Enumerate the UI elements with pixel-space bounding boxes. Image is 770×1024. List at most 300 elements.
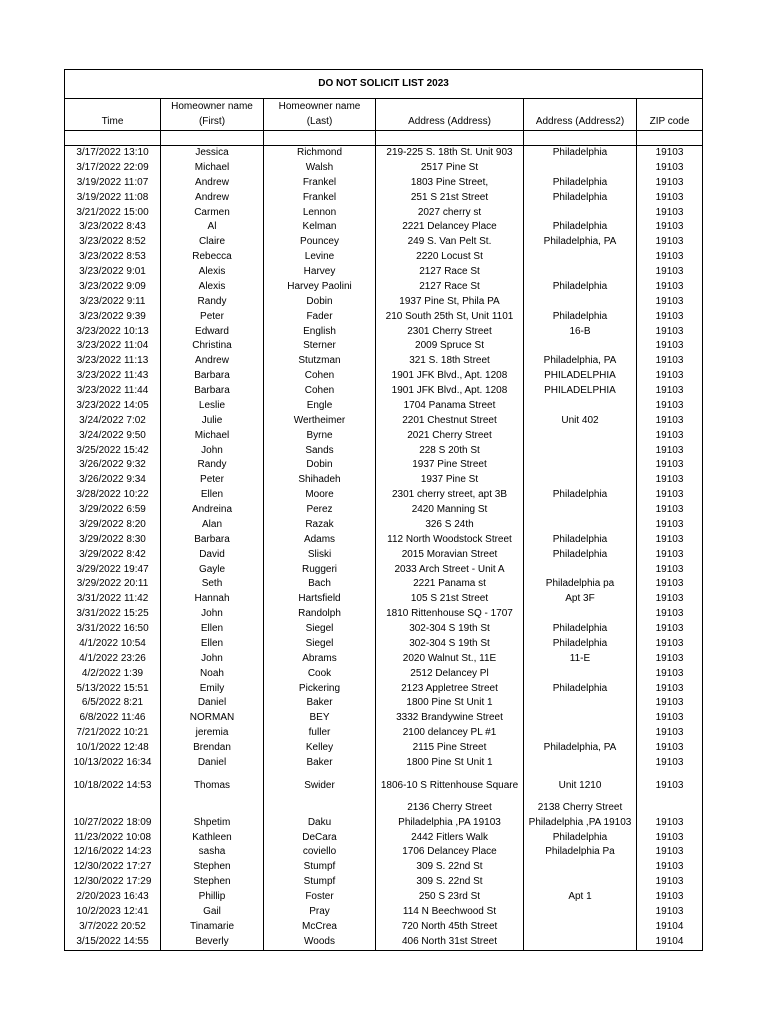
- time-cell: 3/23/2022 8:52: [65, 235, 161, 250]
- zip-cell: 19103: [637, 682, 703, 697]
- zip-cell: 19103: [637, 533, 703, 548]
- address-cell: 2020 Walnut St., 11E: [376, 652, 524, 667]
- spacer-row: [65, 131, 703, 146]
- table-row: [65, 176, 703, 191]
- last-name-cell: Swider: [264, 771, 376, 801]
- zip-cell: 19103: [637, 429, 703, 444]
- zip-cell: 19103: [637, 146, 703, 161]
- time-cell: 3/23/2022 9:01: [65, 265, 161, 280]
- last-name-cell: Richmond: [264, 146, 376, 161]
- time-cell: 3/23/2022 11:44: [65, 384, 161, 399]
- last-name-cell: Siegel: [264, 622, 376, 637]
- zip-cell: 19103: [637, 577, 703, 592]
- first-name-cell: Thomas: [161, 771, 264, 801]
- last-name-cell: Abrams: [264, 652, 376, 667]
- time-cell: 3/31/2022 15:25: [65, 607, 161, 622]
- last-name-cell: Cohen: [264, 369, 376, 384]
- header-row: [65, 99, 703, 131]
- table-row: [65, 325, 703, 340]
- last-name-cell: Ruggeri: [264, 563, 376, 578]
- zip-cell: 19103: [637, 637, 703, 652]
- table-row: [65, 384, 703, 399]
- first-name-cell: Emily: [161, 682, 264, 697]
- address2-cell: Philadelphia, PA: [524, 741, 637, 756]
- table-row: [65, 339, 703, 354]
- last-name-cell: Randolph: [264, 607, 376, 622]
- first-name-cell: Stephen: [161, 875, 264, 890]
- table-row: [65, 295, 703, 310]
- address2-cell: PHILADELPHIA: [524, 384, 637, 399]
- address2-cell: Philadelphia Pa: [524, 845, 637, 860]
- last-name-cell: Woods: [264, 935, 376, 950]
- zip-cell: 19103: [637, 548, 703, 563]
- address-cell: 2127 Race St: [376, 280, 524, 295]
- time-cell: 3/25/2022 15:42: [65, 444, 161, 459]
- time-cell: 3/19/2022 11:07: [65, 176, 161, 191]
- zip-cell: 19103: [637, 503, 703, 518]
- address-cell: 2033 Arch Street - Unit A: [376, 563, 524, 578]
- address2-cell: Unit 402: [524, 414, 637, 429]
- zip-cell: 19103: [637, 250, 703, 265]
- zip-cell: 19103: [637, 369, 703, 384]
- time-cell: 4/1/2022 23:26: [65, 652, 161, 667]
- address2-cell: 11-E: [524, 652, 637, 667]
- address2-cell: Philadelphia, PA: [524, 354, 637, 369]
- last-name-cell: McCrea: [264, 920, 376, 935]
- address2-cell: 16-B: [524, 325, 637, 340]
- last-name-cell: English: [264, 325, 376, 340]
- zip-cell: 19103: [637, 667, 703, 682]
- table-row: [65, 310, 703, 325]
- first-name-cell: Christina: [161, 339, 264, 354]
- zip-cell: 19103: [637, 875, 703, 890]
- table-row: [65, 369, 703, 384]
- zip-cell: 19103: [637, 473, 703, 488]
- first-name-cell: Barbara: [161, 384, 264, 399]
- last-name-cell: Lennon: [264, 206, 376, 221]
- first-name-cell: Andreina: [161, 503, 264, 518]
- last-name-cell: Stumpf: [264, 875, 376, 890]
- time-cell: 11/23/2022 10:08: [65, 831, 161, 846]
- table-row: [65, 250, 703, 265]
- last-name-cell: Dobin: [264, 295, 376, 310]
- address-cell: 1803 Pine Street,: [376, 176, 524, 191]
- address2-cell: [524, 756, 637, 771]
- last-name-cell: Wertheimer: [264, 414, 376, 429]
- last-name-cell: coviello: [264, 845, 376, 860]
- last-name-cell: Perez: [264, 503, 376, 518]
- time-cell: 3/15/2022 14:55: [65, 935, 161, 950]
- time-cell: 3/23/2022 9:09: [65, 280, 161, 295]
- column-header: Address (Address): [376, 99, 524, 131]
- first-name-cell: Daniel: [161, 756, 264, 771]
- time-cell: 3/19/2022 11:08: [65, 191, 161, 206]
- first-name-cell: John: [161, 652, 264, 667]
- last-name-cell: Shihadeh: [264, 473, 376, 488]
- zip-cell: 19103: [637, 696, 703, 711]
- zip-cell: 19103: [637, 816, 703, 831]
- time-cell: 3/23/2022 11:13: [65, 354, 161, 369]
- first-name-cell: Noah: [161, 667, 264, 682]
- time-cell: 3/29/2022 8:20: [65, 518, 161, 533]
- time-cell: 10/27/2022 18:09: [65, 816, 161, 831]
- time-cell: 3/31/2022 11:42: [65, 592, 161, 607]
- zip-cell: 19103: [637, 607, 703, 622]
- time-cell: 3/26/2022 9:32: [65, 458, 161, 473]
- table-row: [65, 592, 703, 607]
- time-cell: 10/2/2023 12:41: [65, 905, 161, 920]
- first-name-cell: Alexis: [161, 280, 264, 295]
- last-name-cell: Daku: [264, 816, 376, 831]
- time-cell: 4/2/2022 1:39: [65, 667, 161, 682]
- time-cell: 3/29/2022 8:42: [65, 548, 161, 563]
- address2-cell: Philadelphia, PA: [524, 235, 637, 250]
- table-row: [65, 235, 703, 250]
- first-name-cell: Andrew: [161, 354, 264, 369]
- first-name-cell: Alan: [161, 518, 264, 533]
- time-cell: 3/17/2022 22:09: [65, 161, 161, 176]
- first-name-cell: Alexis: [161, 265, 264, 280]
- time-cell: 12/16/2022 14:23: [65, 845, 161, 860]
- table-row: [65, 146, 703, 161]
- address-cell: 2127 Race St: [376, 265, 524, 280]
- time-cell: 3/23/2022 9:39: [65, 310, 161, 325]
- empty-cell: [376, 131, 524, 146]
- address2-cell: [524, 161, 637, 176]
- table-row: [65, 191, 703, 206]
- table-row: [65, 607, 703, 622]
- table-row: [65, 280, 703, 295]
- column-header: Homeowner name (Last): [264, 99, 376, 131]
- last-name-cell: Bach: [264, 577, 376, 592]
- address-cell: 2442 Fitlers Walk: [376, 831, 524, 846]
- address-cell: 309 S. 22nd St: [376, 875, 524, 890]
- last-name-cell: Moore: [264, 488, 376, 503]
- zip-cell: 19103: [637, 220, 703, 235]
- time-cell: 3/29/2022 19:47: [65, 563, 161, 578]
- last-name-cell: Frankel: [264, 176, 376, 191]
- address-cell: 1706 Delancey Place: [376, 845, 524, 860]
- last-name-cell: Walsh: [264, 161, 376, 176]
- zip-cell: 19103: [637, 711, 703, 726]
- address-cell: 2015 Moravian Street: [376, 548, 524, 563]
- address-cell: 2100 delancey PL #1: [376, 726, 524, 741]
- address-cell: 309 S. 22nd St: [376, 860, 524, 875]
- last-name-cell: Byrne: [264, 429, 376, 444]
- last-name-cell: Fader: [264, 310, 376, 325]
- time-cell: 7/21/2022 10:21: [65, 726, 161, 741]
- time-cell: 10/13/2022 16:34: [65, 756, 161, 771]
- zip-cell: 19103: [637, 831, 703, 846]
- table-row: [65, 711, 703, 726]
- address2-cell: [524, 444, 637, 459]
- last-name-cell: Harvey: [264, 265, 376, 280]
- address2-cell: [524, 563, 637, 578]
- last-name-cell: Pickering: [264, 682, 376, 697]
- address-cell: 1704 Panama Street: [376, 399, 524, 414]
- address-cell: 112 North Woodstock Street: [376, 533, 524, 548]
- time-cell: 3/23/2022 8:43: [65, 220, 161, 235]
- table-row: [65, 756, 703, 771]
- address2-cell: [524, 711, 637, 726]
- empty-cell: [161, 131, 264, 146]
- last-name-cell: Engle: [264, 399, 376, 414]
- last-name-cell: Siegel: [264, 637, 376, 652]
- address-cell: 2115 Pine Street: [376, 741, 524, 756]
- address2-cell: Philadelphia pa: [524, 577, 637, 592]
- zip-cell: 19103: [637, 339, 703, 354]
- address-cell: 2512 Delancey Pl: [376, 667, 524, 682]
- address-cell: 1937 Pine St: [376, 473, 524, 488]
- last-name-cell: Foster: [264, 890, 376, 905]
- table-row: [65, 429, 703, 444]
- first-name-cell: Michael: [161, 161, 264, 176]
- address-cell: 219-225 S. 18th St. Unit 903: [376, 146, 524, 161]
- do-not-solicit-table: [64, 69, 703, 951]
- address2-cell: [524, 473, 637, 488]
- first-name-cell: Carmen: [161, 206, 264, 221]
- column-header: Homeowner name (First): [161, 99, 264, 131]
- time-cell: 3/23/2022 8:53: [65, 250, 161, 265]
- table-row: [65, 503, 703, 518]
- table-row: [65, 741, 703, 756]
- address2-cell: 2138 Cherry Street: [524, 801, 637, 816]
- zip-cell: 19103: [637, 354, 703, 369]
- address2-cell: [524, 429, 637, 444]
- address2-cell: PHILADELPHIA: [524, 369, 637, 384]
- address-cell: 1937 Pine St, Phila PA: [376, 295, 524, 310]
- time-cell: 3/23/2022 11:43: [65, 369, 161, 384]
- address-cell: 2123 Appletree Street: [376, 682, 524, 697]
- zip-cell: 19104: [637, 920, 703, 935]
- table-row: [65, 533, 703, 548]
- address2-cell: Apt 3F: [524, 592, 637, 607]
- table-row: [65, 845, 703, 860]
- first-name-cell: Kathleen: [161, 831, 264, 846]
- first-name-cell: John: [161, 607, 264, 622]
- address2-cell: [524, 696, 637, 711]
- address-cell: 251 S 21st Street: [376, 191, 524, 206]
- first-name-cell: Barbara: [161, 533, 264, 548]
- column-header: Address (Address2): [524, 99, 637, 131]
- table-row: [65, 414, 703, 429]
- address2-cell: [524, 667, 637, 682]
- time-cell: 6/8/2022 11:46: [65, 711, 161, 726]
- table-row: [65, 860, 703, 875]
- last-name-cell: Kelley: [264, 741, 376, 756]
- address-cell: 3332 Brandywine Street: [376, 711, 524, 726]
- last-name-cell: Stumpf: [264, 860, 376, 875]
- time-cell: 3/29/2022 8:30: [65, 533, 161, 548]
- zip-cell: 19103: [637, 176, 703, 191]
- zip-cell: 19103: [637, 310, 703, 325]
- time-cell: 3/21/2022 15:00: [65, 206, 161, 221]
- last-name-cell: [264, 801, 376, 816]
- first-name-cell: Julie: [161, 414, 264, 429]
- address2-cell: [524, 339, 637, 354]
- first-name-cell: Daniel: [161, 696, 264, 711]
- zip-cell: 19103: [637, 235, 703, 250]
- time-cell: 3/23/2022 11:04: [65, 339, 161, 354]
- empty-cell: [264, 131, 376, 146]
- address-cell: 228 S 20th St: [376, 444, 524, 459]
- zip-cell: 19103: [637, 726, 703, 741]
- address2-cell: Philadelphia: [524, 831, 637, 846]
- time-cell: 3/17/2022 13:10: [65, 146, 161, 161]
- address2-cell: [524, 399, 637, 414]
- last-name-cell: Baker: [264, 756, 376, 771]
- first-name-cell: Peter: [161, 310, 264, 325]
- last-name-cell: Sands: [264, 444, 376, 459]
- first-name-cell: Randy: [161, 458, 264, 473]
- last-name-cell: Pray: [264, 905, 376, 920]
- address-cell: 105 S 21st Street: [376, 592, 524, 607]
- first-name-cell: Seth: [161, 577, 264, 592]
- address-cell: 2136 Cherry Street: [376, 801, 524, 816]
- address-cell: 1800 Pine St Unit 1: [376, 756, 524, 771]
- time-cell: 3/28/2022 10:22: [65, 488, 161, 503]
- address2-cell: Philadelphia: [524, 146, 637, 161]
- time-cell: 3/26/2022 9:34: [65, 473, 161, 488]
- first-name-cell: Gayle: [161, 563, 264, 578]
- zip-cell: 19103: [637, 414, 703, 429]
- address-cell: 114 N Beechwood St: [376, 905, 524, 920]
- address-cell: 2221 Delancey Place: [376, 220, 524, 235]
- first-name-cell: Beverly: [161, 935, 264, 950]
- zip-cell: 19103: [637, 860, 703, 875]
- address2-cell: [524, 206, 637, 221]
- first-name-cell: Rebecca: [161, 250, 264, 265]
- time-cell: 3/24/2022 7:02: [65, 414, 161, 429]
- address-cell: 1937 Pine Street: [376, 458, 524, 473]
- address-cell: 2517 Pine St: [376, 161, 524, 176]
- address-cell: 321 S. 18th Street: [376, 354, 524, 369]
- last-name-cell: Cohen: [264, 384, 376, 399]
- last-name-cell: Adams: [264, 533, 376, 548]
- address-cell: 1806-10 S Rittenhouse Square: [376, 771, 524, 801]
- address-cell: 2027 cherry st: [376, 206, 524, 221]
- address-cell: 1901 JFK Blvd., Apt. 1208: [376, 369, 524, 384]
- address2-cell: Philadelphia: [524, 191, 637, 206]
- table-row: [65, 206, 703, 221]
- address-cell: 1901 JFK Blvd., Apt. 1208: [376, 384, 524, 399]
- time-cell: 10/1/2022 12:48: [65, 741, 161, 756]
- address2-cell: [524, 265, 637, 280]
- address-cell: 1810 Rittenhouse SQ - 1707: [376, 607, 524, 622]
- first-name-cell: Andrew: [161, 176, 264, 191]
- address2-cell: [524, 250, 637, 265]
- address2-cell: [524, 875, 637, 890]
- zip-cell: 19103: [637, 845, 703, 860]
- table-row: [65, 220, 703, 235]
- first-name-cell: Jessica: [161, 146, 264, 161]
- first-name-cell: Phillip: [161, 890, 264, 905]
- zip-cell: 19103: [637, 206, 703, 221]
- address-cell: 2201 Chestnut Street: [376, 414, 524, 429]
- zip-cell: 19103: [637, 280, 703, 295]
- last-name-cell: BEY: [264, 711, 376, 726]
- table-row: [65, 801, 703, 816]
- zip-cell: 19103: [637, 741, 703, 756]
- zip-cell: 19103: [637, 161, 703, 176]
- first-name-cell: David: [161, 548, 264, 563]
- address-cell: 2420 Manning St: [376, 503, 524, 518]
- address-cell: 302-304 S 19th St: [376, 637, 524, 652]
- address-cell: 249 S. Van Pelt St.: [376, 235, 524, 250]
- empty-cell: [524, 131, 637, 146]
- first-name-cell: John: [161, 444, 264, 459]
- first-name-cell: Al: [161, 220, 264, 235]
- address-cell: 250 S 23rd St: [376, 890, 524, 905]
- table-row: [65, 652, 703, 667]
- first-name-cell: Ellen: [161, 488, 264, 503]
- first-name-cell: Michael: [161, 429, 264, 444]
- time-cell: 5/13/2022 15:51: [65, 682, 161, 697]
- table-row: [65, 935, 703, 950]
- first-name-cell: jeremia: [161, 726, 264, 741]
- time-cell: 12/30/2022 17:29: [65, 875, 161, 890]
- address2-cell: Philadelphia: [524, 310, 637, 325]
- time-cell: 12/30/2022 17:27: [65, 860, 161, 875]
- table-row: [65, 682, 703, 697]
- address2-cell: Philadelphia: [524, 280, 637, 295]
- address2-cell: Philadelphia: [524, 622, 637, 637]
- last-name-cell: Hartsfield: [264, 592, 376, 607]
- table-row: [65, 399, 703, 414]
- address2-cell: [524, 935, 637, 950]
- first-name-cell: Leslie: [161, 399, 264, 414]
- zip-cell: 19103: [637, 771, 703, 801]
- last-name-cell: fuller: [264, 726, 376, 741]
- first-name-cell: Ellen: [161, 622, 264, 637]
- table-row: [65, 444, 703, 459]
- table-row: [65, 622, 703, 637]
- zip-cell: 19103: [637, 622, 703, 637]
- table-row: [65, 473, 703, 488]
- address2-cell: [524, 518, 637, 533]
- table-row: [65, 726, 703, 741]
- table-row: [65, 831, 703, 846]
- address-cell: 326 S 24th: [376, 518, 524, 533]
- time-cell: 3/7/2022 20:52: [65, 920, 161, 935]
- address2-cell: [524, 905, 637, 920]
- table-row: [65, 161, 703, 176]
- address2-cell: [524, 920, 637, 935]
- address2-cell: Philadelphia: [524, 682, 637, 697]
- address2-cell: Philadelphia: [524, 533, 637, 548]
- table-row: [65, 771, 703, 801]
- address2-cell: Philadelphia: [524, 637, 637, 652]
- first-name-cell: Stephen: [161, 860, 264, 875]
- address2-cell: [524, 295, 637, 310]
- zip-cell: [637, 801, 703, 816]
- zip-cell: 19103: [637, 295, 703, 310]
- first-name-cell: Shpetim: [161, 816, 264, 831]
- time-cell: 3/29/2022 20:11: [65, 577, 161, 592]
- table-row: [65, 265, 703, 280]
- empty-cell: [637, 131, 703, 146]
- sheet-title: DO NOT SOLICIT LIST 2023: [65, 70, 703, 99]
- table-row: [65, 563, 703, 578]
- zip-cell: 19103: [637, 905, 703, 920]
- first-name-cell: Edward: [161, 325, 264, 340]
- address2-cell: Philadelphia: [524, 176, 637, 191]
- first-name-cell: Hannah: [161, 592, 264, 607]
- last-name-cell: Stutzman: [264, 354, 376, 369]
- address2-cell: [524, 607, 637, 622]
- address-cell: 1800 Pine St Unit 1: [376, 696, 524, 711]
- address-cell: 720 North 45th Street: [376, 920, 524, 935]
